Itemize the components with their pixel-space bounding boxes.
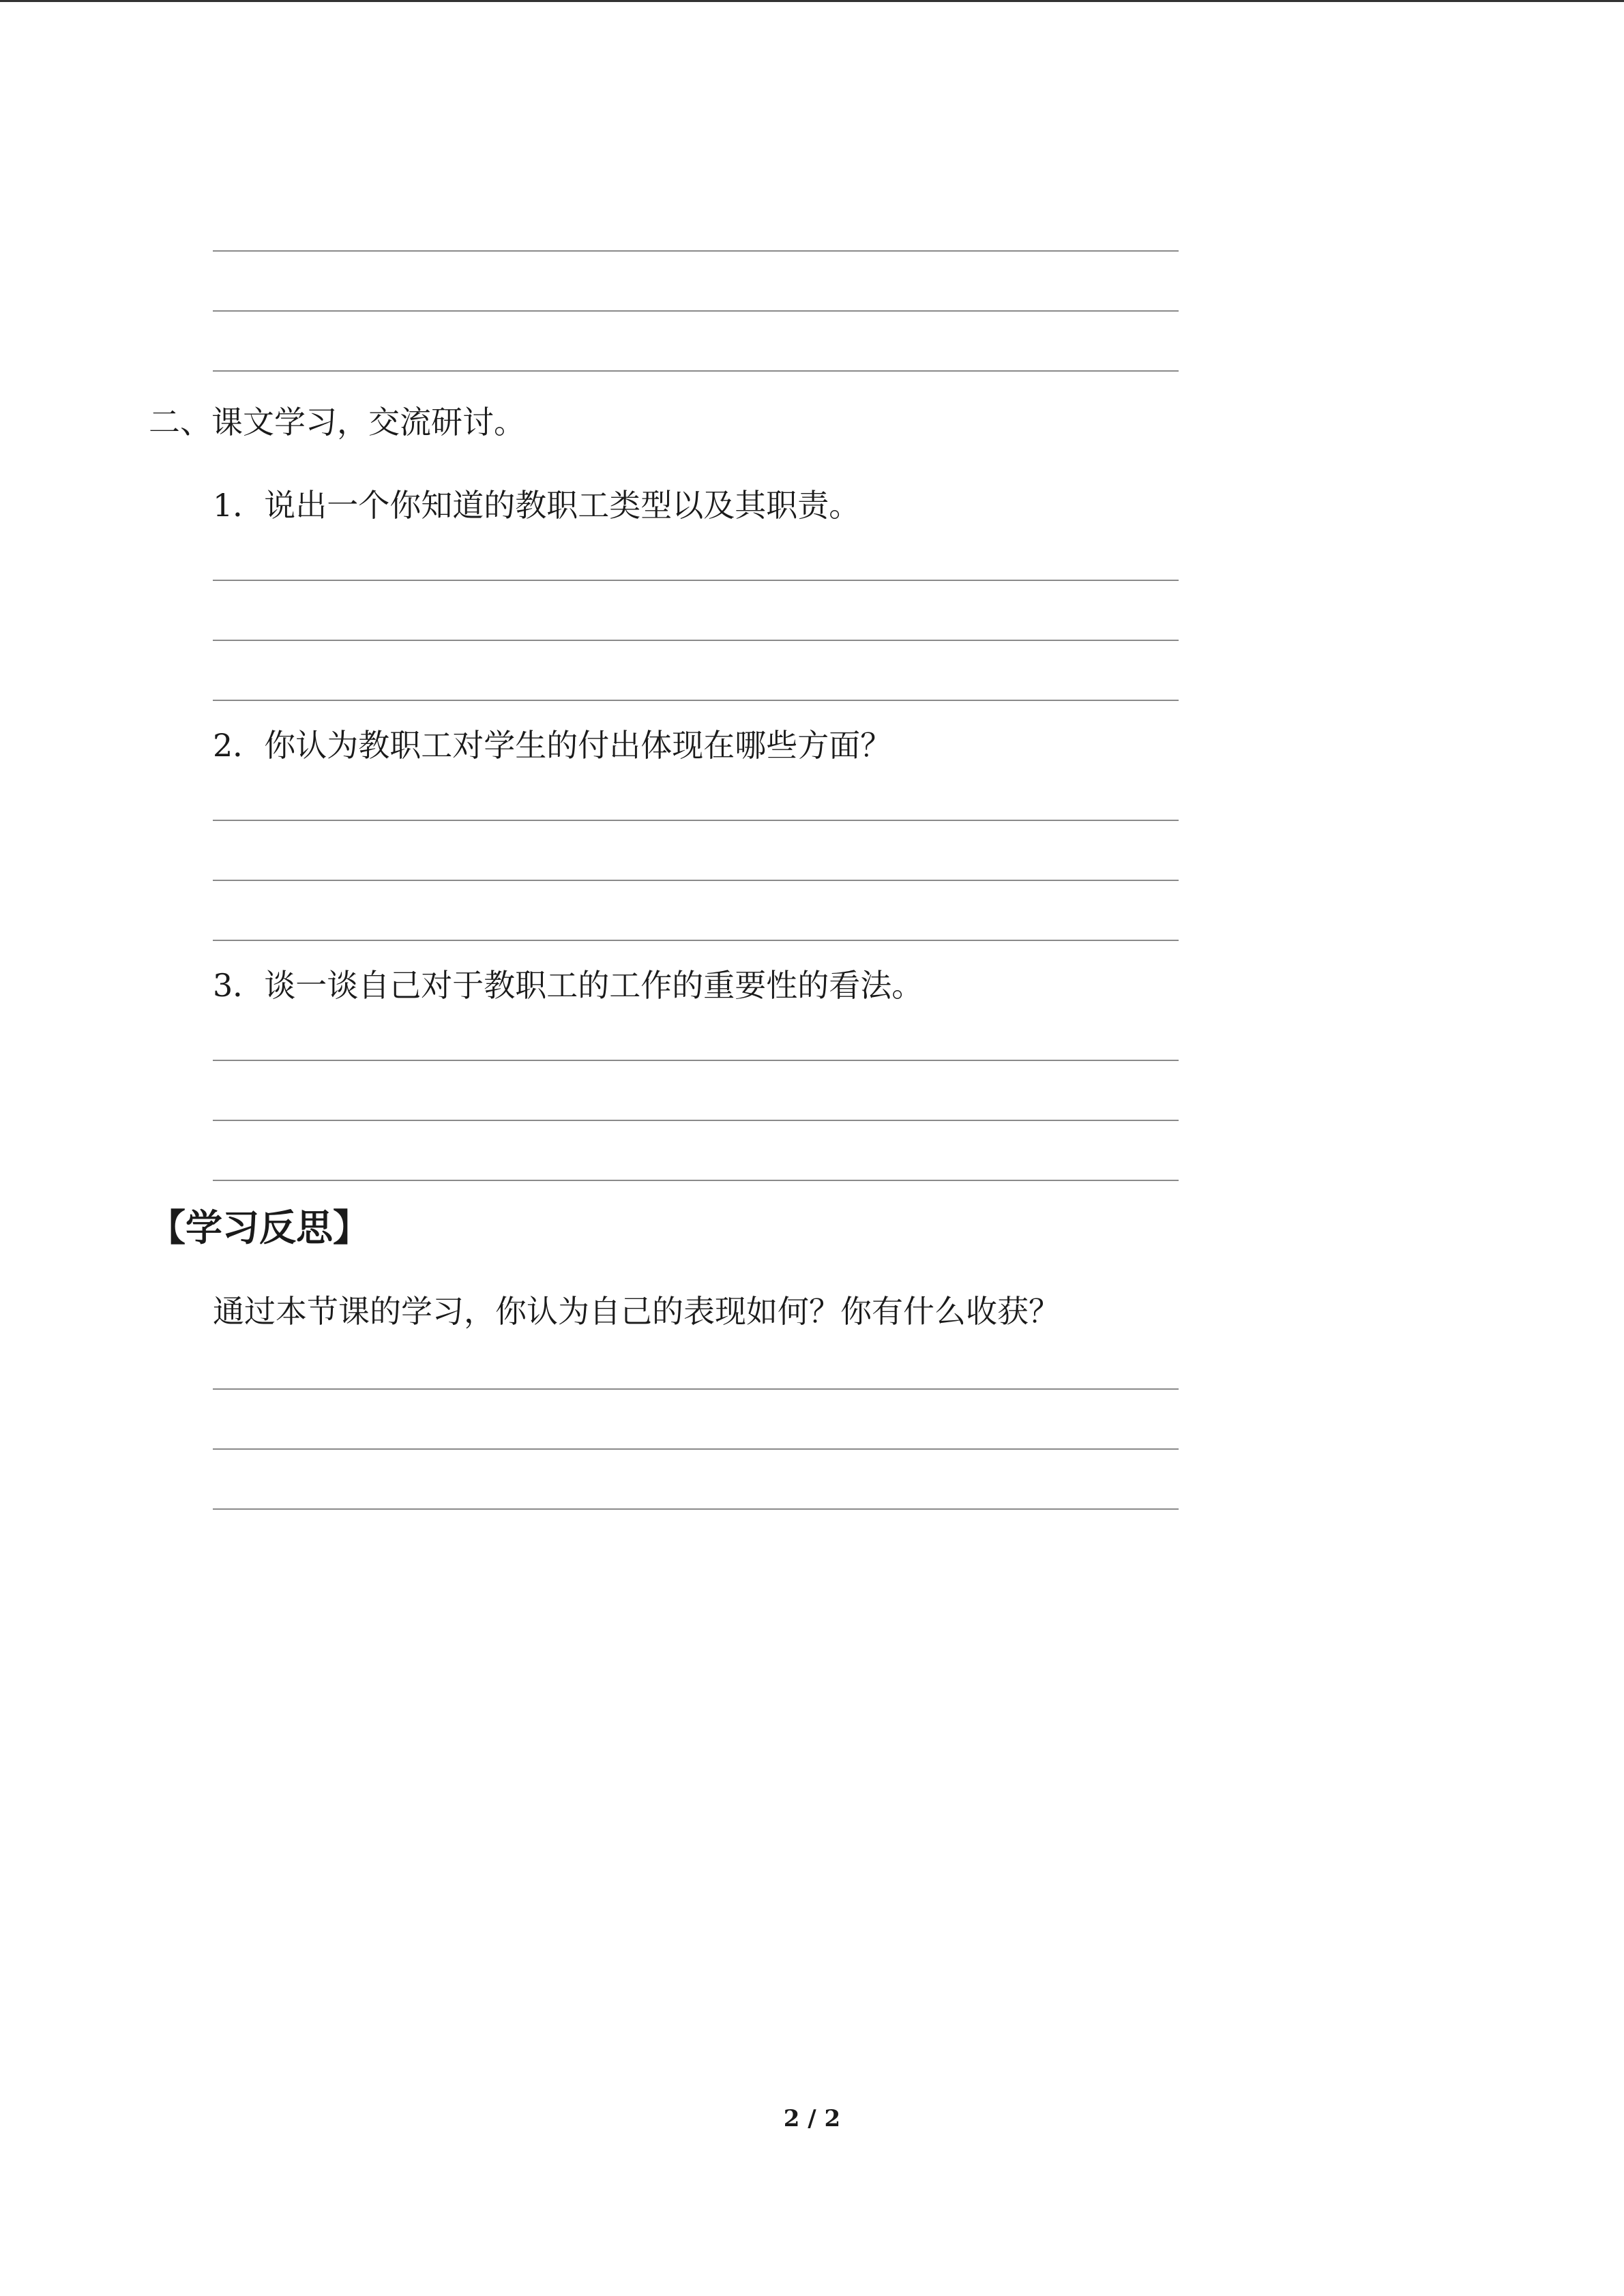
answer-line[interactable] bbox=[213, 250, 1179, 252]
question-3-answer-line[interactable] bbox=[213, 1060, 1179, 1061]
reflection-heading: 【学习反思】 bbox=[149, 1206, 370, 1249]
reflection-answer-line[interactable] bbox=[213, 1508, 1179, 1510]
question-1-answer-line[interactable] bbox=[213, 700, 1179, 701]
answer-line[interactable] bbox=[213, 310, 1179, 312]
section-two-heading: 二、课文学习，交流研讨。 bbox=[149, 404, 525, 441]
answer-line[interactable] bbox=[213, 370, 1179, 372]
page-number: 2 / 2 bbox=[783, 2105, 841, 2132]
question-1-text: 1．说出一个你知道的教职工类型以及其职责。 bbox=[213, 487, 861, 524]
question-3-text: 3．谈一谈自己对于教职工的工作的重要性的看法。 bbox=[213, 967, 924, 1004]
reflection-prompt: 通过本节课的学习，你认为自己的表现如何？你有什么收获？ bbox=[213, 1293, 1060, 1330]
question-3-answer-line[interactable] bbox=[213, 1180, 1179, 1181]
question-1-answer-line[interactable] bbox=[213, 640, 1179, 641]
page-top-border bbox=[0, 0, 1624, 2]
reflection-answer-line[interactable] bbox=[213, 1388, 1179, 1390]
reflection-answer-line[interactable] bbox=[213, 1448, 1179, 1450]
question-2-answer-line[interactable] bbox=[213, 940, 1179, 941]
question-1-answer-line[interactable] bbox=[213, 580, 1179, 581]
question-2-text: 2．你认为教职工对学生的付出体现在哪些方面？ bbox=[213, 727, 892, 764]
question-3-answer-line[interactable] bbox=[213, 1120, 1179, 1121]
question-2-answer-line[interactable] bbox=[213, 880, 1179, 881]
question-2-answer-line[interactable] bbox=[213, 820, 1179, 821]
